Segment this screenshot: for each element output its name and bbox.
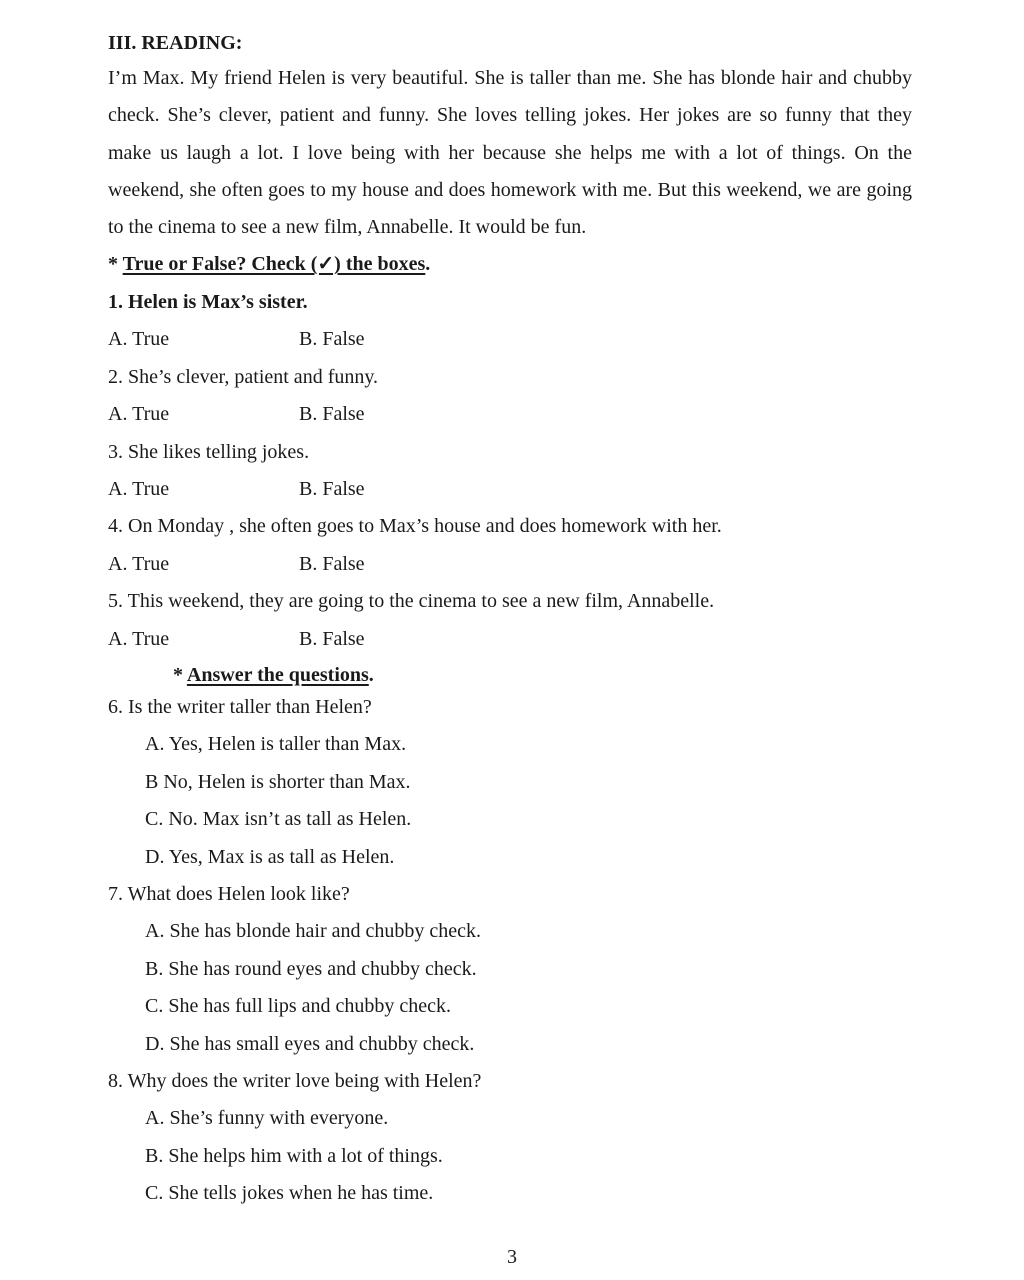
tf-instruction-end: . — [425, 253, 431, 276]
mc-option[interactable]: C. She has full lips and chubby check. — [145, 995, 452, 1018]
tf-option-true[interactable]: A. True — [108, 627, 170, 650]
tf-question-3: 3. She likes telling jokes. — [108, 440, 310, 463]
aq-instruction-text: Answer the questions — [186, 663, 369, 686]
tf-option-false[interactable]: B. False — [299, 403, 365, 426]
tf-question-2: 2. She’s clever, patient and funny. — [108, 365, 379, 388]
tf-star: * — [108, 253, 123, 276]
aq-instruction — [108, 661, 912, 689]
tf-question-4: 4. On Monday , she often goes to Max’s house and does homework with her. — [108, 515, 722, 538]
tf-option-true[interactable]: A. True — [108, 403, 170, 426]
tf-options-5 — [108, 621, 912, 658]
tf-instruction-text: True or False? Check (✓) the boxes — [122, 253, 426, 276]
mc-option[interactable]: A. Yes, Helen is taller than Max. — [145, 733, 407, 756]
tf-options-3 — [108, 471, 912, 508]
mc-option[interactable]: C. No. Max isn’t as tall as Helen. — [145, 808, 412, 831]
tf-options-1 — [108, 321, 912, 358]
tf-question-5: 5. This weekend, they are going to the cinema to see a new film, Annabelle. — [108, 590, 715, 613]
reading-passage: I’m Max. My friend Helen is very beautiful. She is taller than me. She has blonde hair and chubby check. She’s clever, patient and funny. She loves telling jokes. Her jokes are so funny that they make us laugh a lot. I love being with her because she helps me with a lot of things. On the weekend, she often goes to my house and does homework with me. But this weekend, we are going to the cinema to see a new film, Annabelle. It would be fun. — [108, 67, 912, 239]
aq-question-6: 6. Is the writer taller than Helen? — [108, 695, 372, 718]
aq-question-7: 7. What does Helen look like? — [108, 882, 350, 905]
tf-option-false[interactable]: B. False — [299, 477, 365, 500]
aq-instruction-end: . — [368, 663, 374, 686]
mc-option[interactable]: B. She has round eyes and chubby check. — [145, 957, 477, 980]
aq-question-8: 8. Why does the writer love being with Helen? — [108, 1070, 482, 1093]
mc-option[interactable]: B. She helps him with a lot of things. — [145, 1144, 443, 1167]
tf-options-2 — [108, 396, 912, 433]
tf-option-true[interactable]: A. True — [108, 477, 170, 500]
tf-question-1: 1. Helen is Max’s sister. — [108, 290, 308, 313]
section-title: III. READING: — [108, 32, 243, 54]
tf-instruction — [108, 246, 912, 283]
tf-option-true[interactable]: A. True — [108, 328, 170, 351]
tf-option-false[interactable]: B. False — [299, 552, 365, 575]
mc-option[interactable]: D. She has small eyes and chubby check. — [145, 1032, 475, 1055]
mc-option[interactable]: A. She’s funny with everyone. — [145, 1107, 389, 1130]
tf-option-true[interactable]: A. True — [108, 552, 170, 575]
mc-option[interactable]: A. She has blonde hair and chubby check. — [145, 920, 482, 943]
tf-option-false[interactable]: B. False — [299, 328, 365, 351]
content — [108, 26, 912, 1213]
aq-star: * — [173, 663, 187, 686]
tf-options-4 — [108, 546, 912, 583]
page-number: 3 — [507, 1246, 517, 1268]
tf-option-false[interactable]: B. False — [299, 627, 365, 650]
mc-option[interactable]: B No, Helen is shorter than Max. — [145, 770, 411, 793]
mc-option[interactable]: D. Yes, Max is as tall as Helen. — [145, 845, 395, 868]
mc-option[interactable]: C. She tells jokes when he has time. — [145, 1182, 434, 1205]
